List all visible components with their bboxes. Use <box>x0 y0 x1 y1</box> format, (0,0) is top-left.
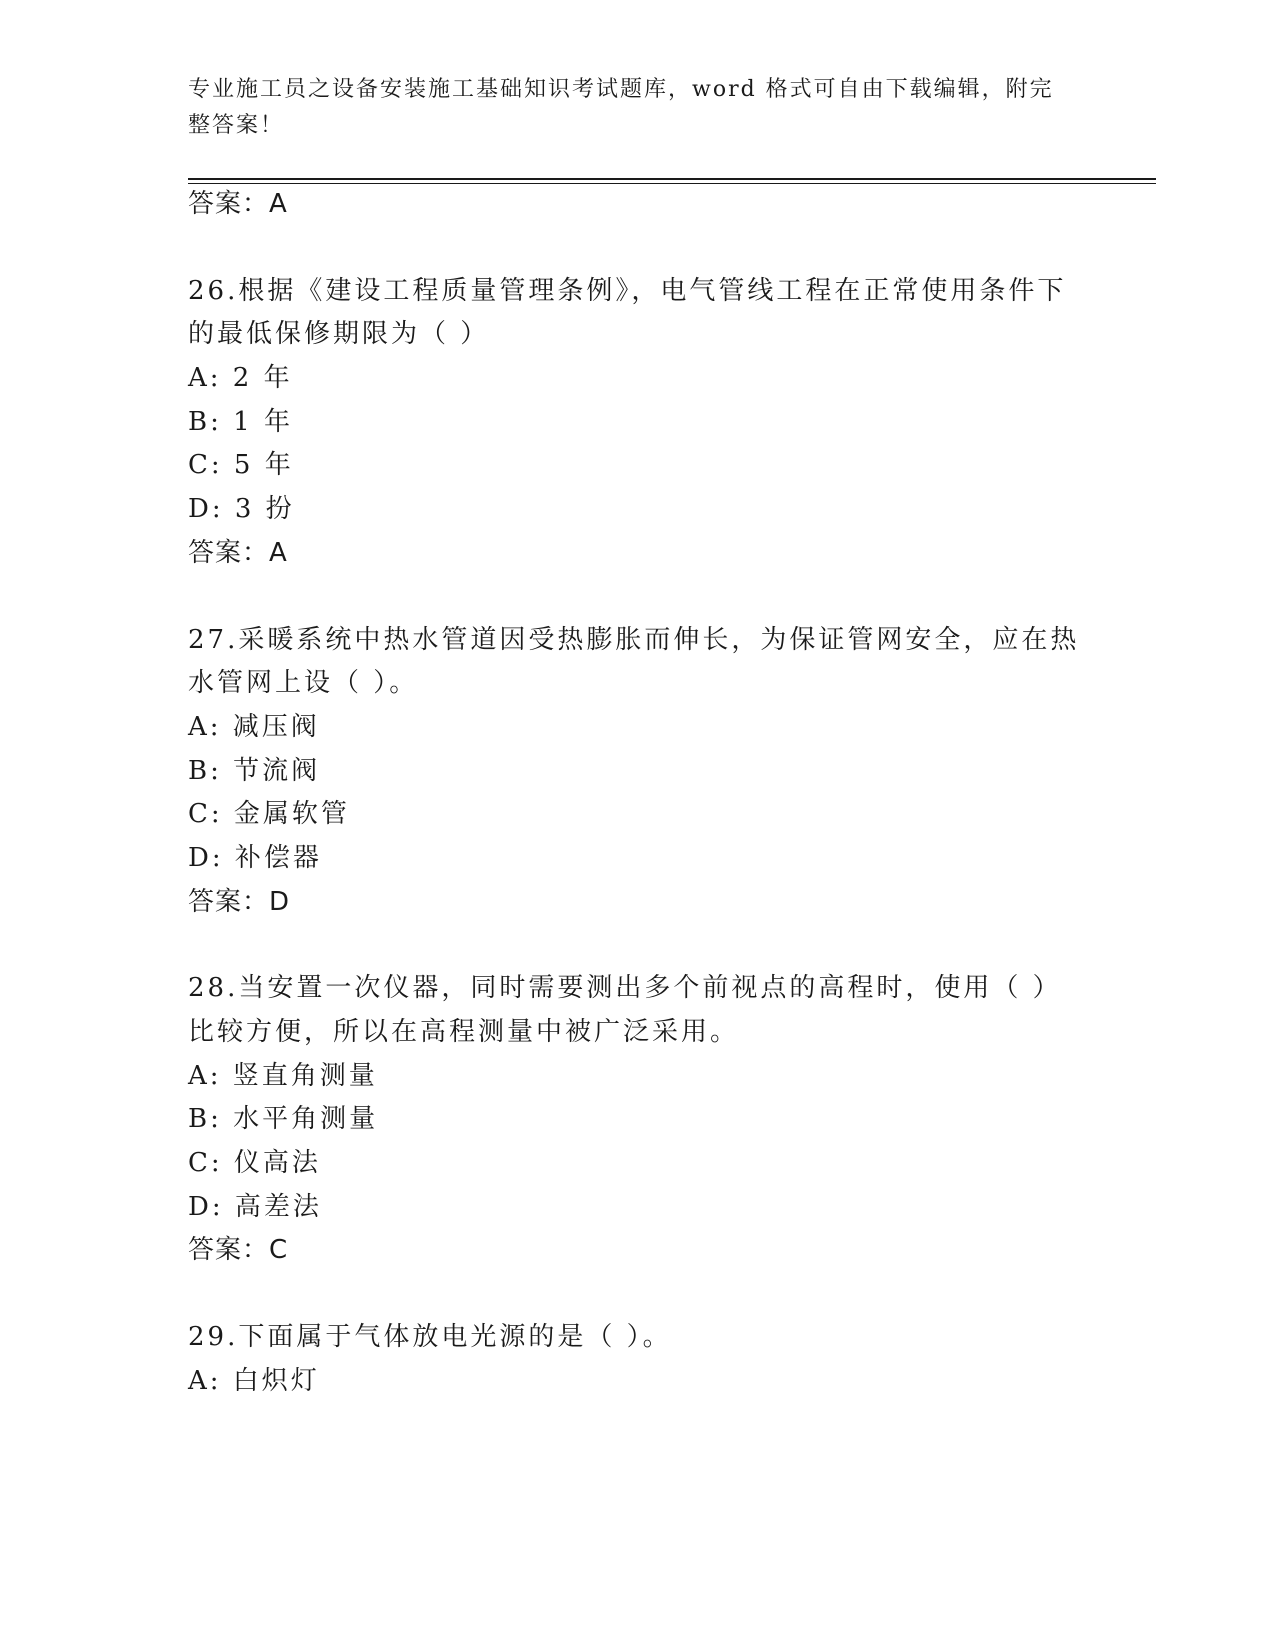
question-26-option-a: A: 2 年 <box>188 363 293 393</box>
question-27-stem-line-2: 水管网上设（ ）。 <box>188 668 419 698</box>
question-27-option-a: A: 减压阀 <box>188 712 320 742</box>
question-26-option-b: B: 1 年 <box>188 407 293 437</box>
question-29-option-a: A: 白炽灯 <box>188 1366 320 1396</box>
question-28-stem-line-1: 28.当安置一次仪器，同时需要测出多个前视点的高程时，使用（ ） <box>188 973 1062 1003</box>
question-28-option-a: A: 竖直角测量 <box>188 1061 378 1091</box>
question-26-stem-line-1: 26.根据《建设工程质量管理条例》，电气管线工程在正常使用条件下 <box>188 276 1067 306</box>
question-26-option-d: D: 3 扮 <box>188 494 295 524</box>
question-26-option-c: C: 5 年 <box>188 450 294 480</box>
question-29-stem-line-1: 29.下面属于气体放电光源的是（ ）。 <box>188 1322 672 1352</box>
question-27-option-d: D: 补偿器 <box>188 843 322 873</box>
question-27-stem-line-1: 27.采暖系统中热水管道因受热膨胀而伸长，为保证管网安全，应在热 <box>188 625 1080 655</box>
answer-27: 答案：D <box>188 887 291 917</box>
question-27-option-b: B: 节流阀 <box>188 756 321 786</box>
question-28-option-b: B: 水平角测量 <box>188 1104 379 1134</box>
header-line-1: 专业施工员之设备安装施工基础知识考试题库，word 格式可自由下载编辑，附完 <box>188 77 1054 102</box>
question-28-option-c: C: 仪高法 <box>188 1148 321 1178</box>
header-divider <box>188 178 1156 184</box>
answer-25: 答案：A <box>188 189 288 219</box>
page-header <box>188 72 1088 144</box>
answer-28: 答案：C <box>188 1235 289 1265</box>
answer-26: 答案：A <box>188 538 288 568</box>
question-26-stem-line-2: 的最低保修期限为（ ） <box>188 319 490 349</box>
question-28-stem-line-2: 比较方便，所以在高程测量中被广泛采用。 <box>188 1017 740 1047</box>
question-28-option-d: D: 高差法 <box>188 1192 322 1222</box>
header-line-2: 整答案！ <box>188 113 285 138</box>
question-27-option-c: C: 金属软管 <box>188 799 350 829</box>
